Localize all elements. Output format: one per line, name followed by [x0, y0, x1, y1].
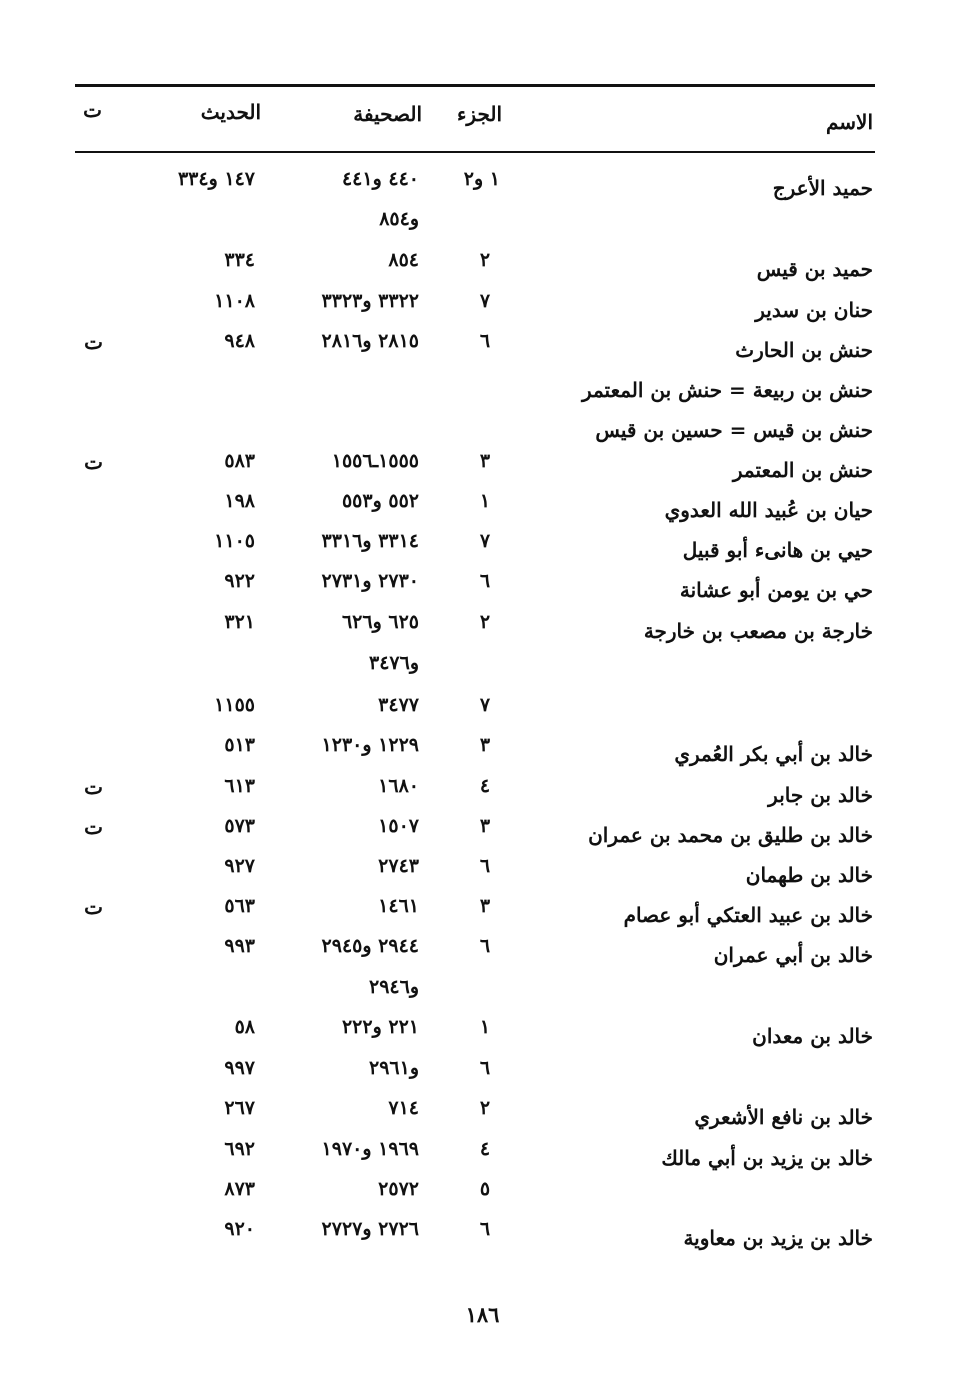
row-name: خارجة بن مصعب بن خارجة: [643, 619, 873, 643]
row-hadith: ٩٩٧: [224, 1057, 255, 1079]
row-page: ١٦٨٠: [378, 775, 419, 797]
row-volume: ٦: [479, 935, 491, 957]
row-name: خالد بن نافع الأشعري: [694, 1105, 873, 1129]
table-row: [0, 815, 965, 855]
row-volume: ٢: [479, 249, 491, 271]
row-page: ٤٤٠ و٤٤١: [341, 168, 419, 190]
row-volume: ٦: [479, 1057, 491, 1079]
table-row: [0, 775, 965, 815]
row-volume: ٣: [479, 450, 491, 472]
row-page: ١٩٦٩ و١٩٧٠: [321, 1138, 419, 1160]
row-volume: ٦: [479, 855, 491, 877]
row-name: خالد بن يزيد بن أبي مالك: [661, 1146, 873, 1170]
row-hadith: ٦٩٢: [224, 1138, 255, 1160]
row-name: خالد بن عبيد العتكي أبو عصام: [623, 903, 873, 927]
row-page: و٣٤٧٦: [368, 652, 419, 674]
table-row: [0, 290, 965, 330]
header-rule: [75, 151, 875, 153]
row-hadith: ١١٠٥: [214, 530, 255, 552]
table-row: [0, 1016, 965, 1056]
row-page: ٣٣١٤ و٣٣١٦: [321, 530, 419, 552]
row-volume: ١: [479, 1016, 491, 1038]
header-page: الصحيفة: [353, 102, 422, 126]
row-page: و٨٥٤: [379, 208, 419, 230]
row-name: حيان بن عُبيد الله العدوي: [664, 498, 873, 522]
row-hadith: ٣٢١: [224, 611, 255, 633]
row-name: حي بن يومن أبو عشانة: [679, 578, 873, 602]
row-hadith: ١٤٧ و٣٣٤: [177, 168, 255, 190]
row-name: خالد بن أبي عمران: [713, 943, 873, 967]
row-page: ٣٣٢٢ و٣٣٢٣: [321, 290, 419, 312]
row-name: حنش بن الحارث: [735, 338, 873, 362]
row-hadith: ٢٦٧: [224, 1097, 255, 1119]
row-name: خالد بن طليق بن محمد بن عمران: [588, 823, 873, 847]
row-page: ٢٩٤٤ و٢٩٤٥: [321, 935, 419, 957]
row-page: ٢٧٢٦ و٢٧٢٧: [321, 1218, 419, 1240]
row-page: ٧١٤: [388, 1097, 419, 1119]
table-row: [0, 734, 965, 774]
row-hadith: ٥٨٣: [224, 450, 255, 472]
row-page: ٢٥٧٢: [378, 1178, 419, 1200]
row-page: ٣٤٧٧: [378, 694, 419, 716]
row-hadith: ٩٤٨: [224, 330, 255, 352]
row-page: ٦٢٥ و٦٢٦: [341, 611, 419, 633]
row-volume: ٤: [479, 775, 491, 797]
row-hadith: ٥٨: [234, 1016, 255, 1038]
top-rule: [75, 84, 875, 87]
row-volume: ٤: [479, 1138, 491, 1160]
row-name: حيي بن هانىء أبو قبيل: [682, 538, 873, 562]
row-hadith: ١٩٨: [224, 490, 255, 512]
row-page: و٢٩٦١: [368, 1057, 419, 1079]
row-page: ٢٧٣٠ و٢٧٣١: [321, 570, 419, 592]
row-hadith: ٦١٣: [224, 775, 255, 797]
row-page: ١٤٦١: [378, 895, 419, 917]
header-t: ت: [83, 98, 102, 122]
table-row: [0, 1178, 965, 1218]
row-page: ٢٨١٥ و٢٨١٦: [321, 330, 419, 352]
row-t-mark: ت: [84, 895, 103, 919]
row-volume: ٧: [479, 694, 491, 716]
header-volume: الجزء: [457, 102, 502, 126]
table-row: [0, 855, 965, 895]
row-name: خالد بن جابر: [768, 783, 873, 807]
row-t-mark: ت: [84, 330, 103, 354]
row-page: ١٢٢٩ و١٢٣٠: [321, 734, 419, 756]
table-row: [0, 530, 965, 570]
row-volume: ١ و٢: [463, 168, 500, 190]
row-t-mark: ت: [84, 775, 103, 799]
row-page: ٥٥٢ و٥٥٣: [341, 490, 419, 512]
row-page: ٢٢١ و٢٢٢: [341, 1016, 419, 1038]
table-row: [0, 208, 965, 248]
row-hadith: ٥٧٣: [224, 815, 255, 837]
table-row: [0, 450, 965, 490]
page-number: ١٨٦: [465, 1302, 500, 1327]
row-hadith: ٩٩٣: [224, 935, 255, 957]
row-hadith: ٥٦٣: [224, 895, 255, 917]
row-hadith: ٨٧٣: [224, 1178, 255, 1200]
row-volume: ٣: [479, 815, 491, 837]
row-volume: ٦: [479, 330, 491, 352]
row-page: ٨٥٤: [388, 249, 419, 271]
row-name: خالد بن معدان: [752, 1024, 873, 1048]
table-row: [0, 330, 965, 370]
table-row: [0, 652, 965, 692]
table-row: [0, 935, 965, 975]
row-volume: ٥: [479, 1178, 491, 1200]
table-row: [0, 570, 965, 610]
row-volume: ٧: [479, 530, 491, 552]
header-name: الاسم: [825, 110, 873, 134]
row-page: ١٥٥٥ـ١٥٥٦: [331, 450, 419, 472]
row-name: خالد بن طهمان: [745, 863, 873, 887]
table-row: [0, 895, 965, 935]
row-name: حميد بن قيس: [756, 257, 873, 281]
row-volume: ٧: [479, 290, 491, 312]
row-volume: ١: [479, 490, 491, 512]
table-row: [0, 1057, 965, 1097]
row-name: حنش بن قيس = حسين بن قيس: [595, 418, 873, 442]
row-page: ١٥٠٧: [378, 815, 419, 837]
row-volume: ٣: [479, 734, 491, 756]
row-hadith: ٣٣٤: [224, 249, 255, 271]
row-hadith: ١١٠٨: [214, 290, 255, 312]
table-row: [0, 976, 965, 1016]
row-name: حنش بن ربيعة = حنش بن المعتمر: [581, 378, 873, 402]
row-volume: ٦: [479, 570, 491, 592]
row-volume: ٣: [479, 895, 491, 917]
row-name: حميد الأعرج: [772, 176, 873, 200]
row-hadith: ١١٥٥: [214, 694, 255, 716]
table-row: [0, 490, 965, 530]
table-row: [0, 611, 965, 651]
table-row: [0, 249, 965, 289]
row-page: و٢٩٤٦: [368, 976, 419, 998]
table-row: [0, 168, 965, 208]
row-volume: ٢: [479, 1097, 491, 1119]
table-row: [0, 370, 965, 410]
row-t-mark: ت: [84, 815, 103, 839]
row-hadith: ٩٢٢: [224, 570, 255, 592]
table-row: [0, 1218, 965, 1258]
row-name: خالد بن أبي بكر العُمري: [674, 742, 873, 766]
row-name: حنان بن سدير: [755, 298, 873, 322]
row-volume: ٢: [479, 611, 491, 633]
table-row: [0, 1097, 965, 1137]
row-hadith: ٩٢٠: [224, 1218, 255, 1240]
row-page: ٢٧٤٣: [378, 855, 419, 877]
row-volume: ٦: [479, 1218, 491, 1240]
row-hadith: ٩٢٧: [224, 855, 255, 877]
row-t-mark: ت: [84, 450, 103, 474]
row-name: حنش بن المعتمر: [732, 458, 873, 482]
table-row: [0, 410, 965, 450]
table-row: [0, 1138, 965, 1178]
header-hadith: الحديث: [200, 100, 261, 124]
table-row: [0, 694, 965, 734]
row-hadith: ٥١٣: [224, 734, 255, 756]
row-name: خالد بن يزيد بن معاوية: [683, 1226, 873, 1250]
